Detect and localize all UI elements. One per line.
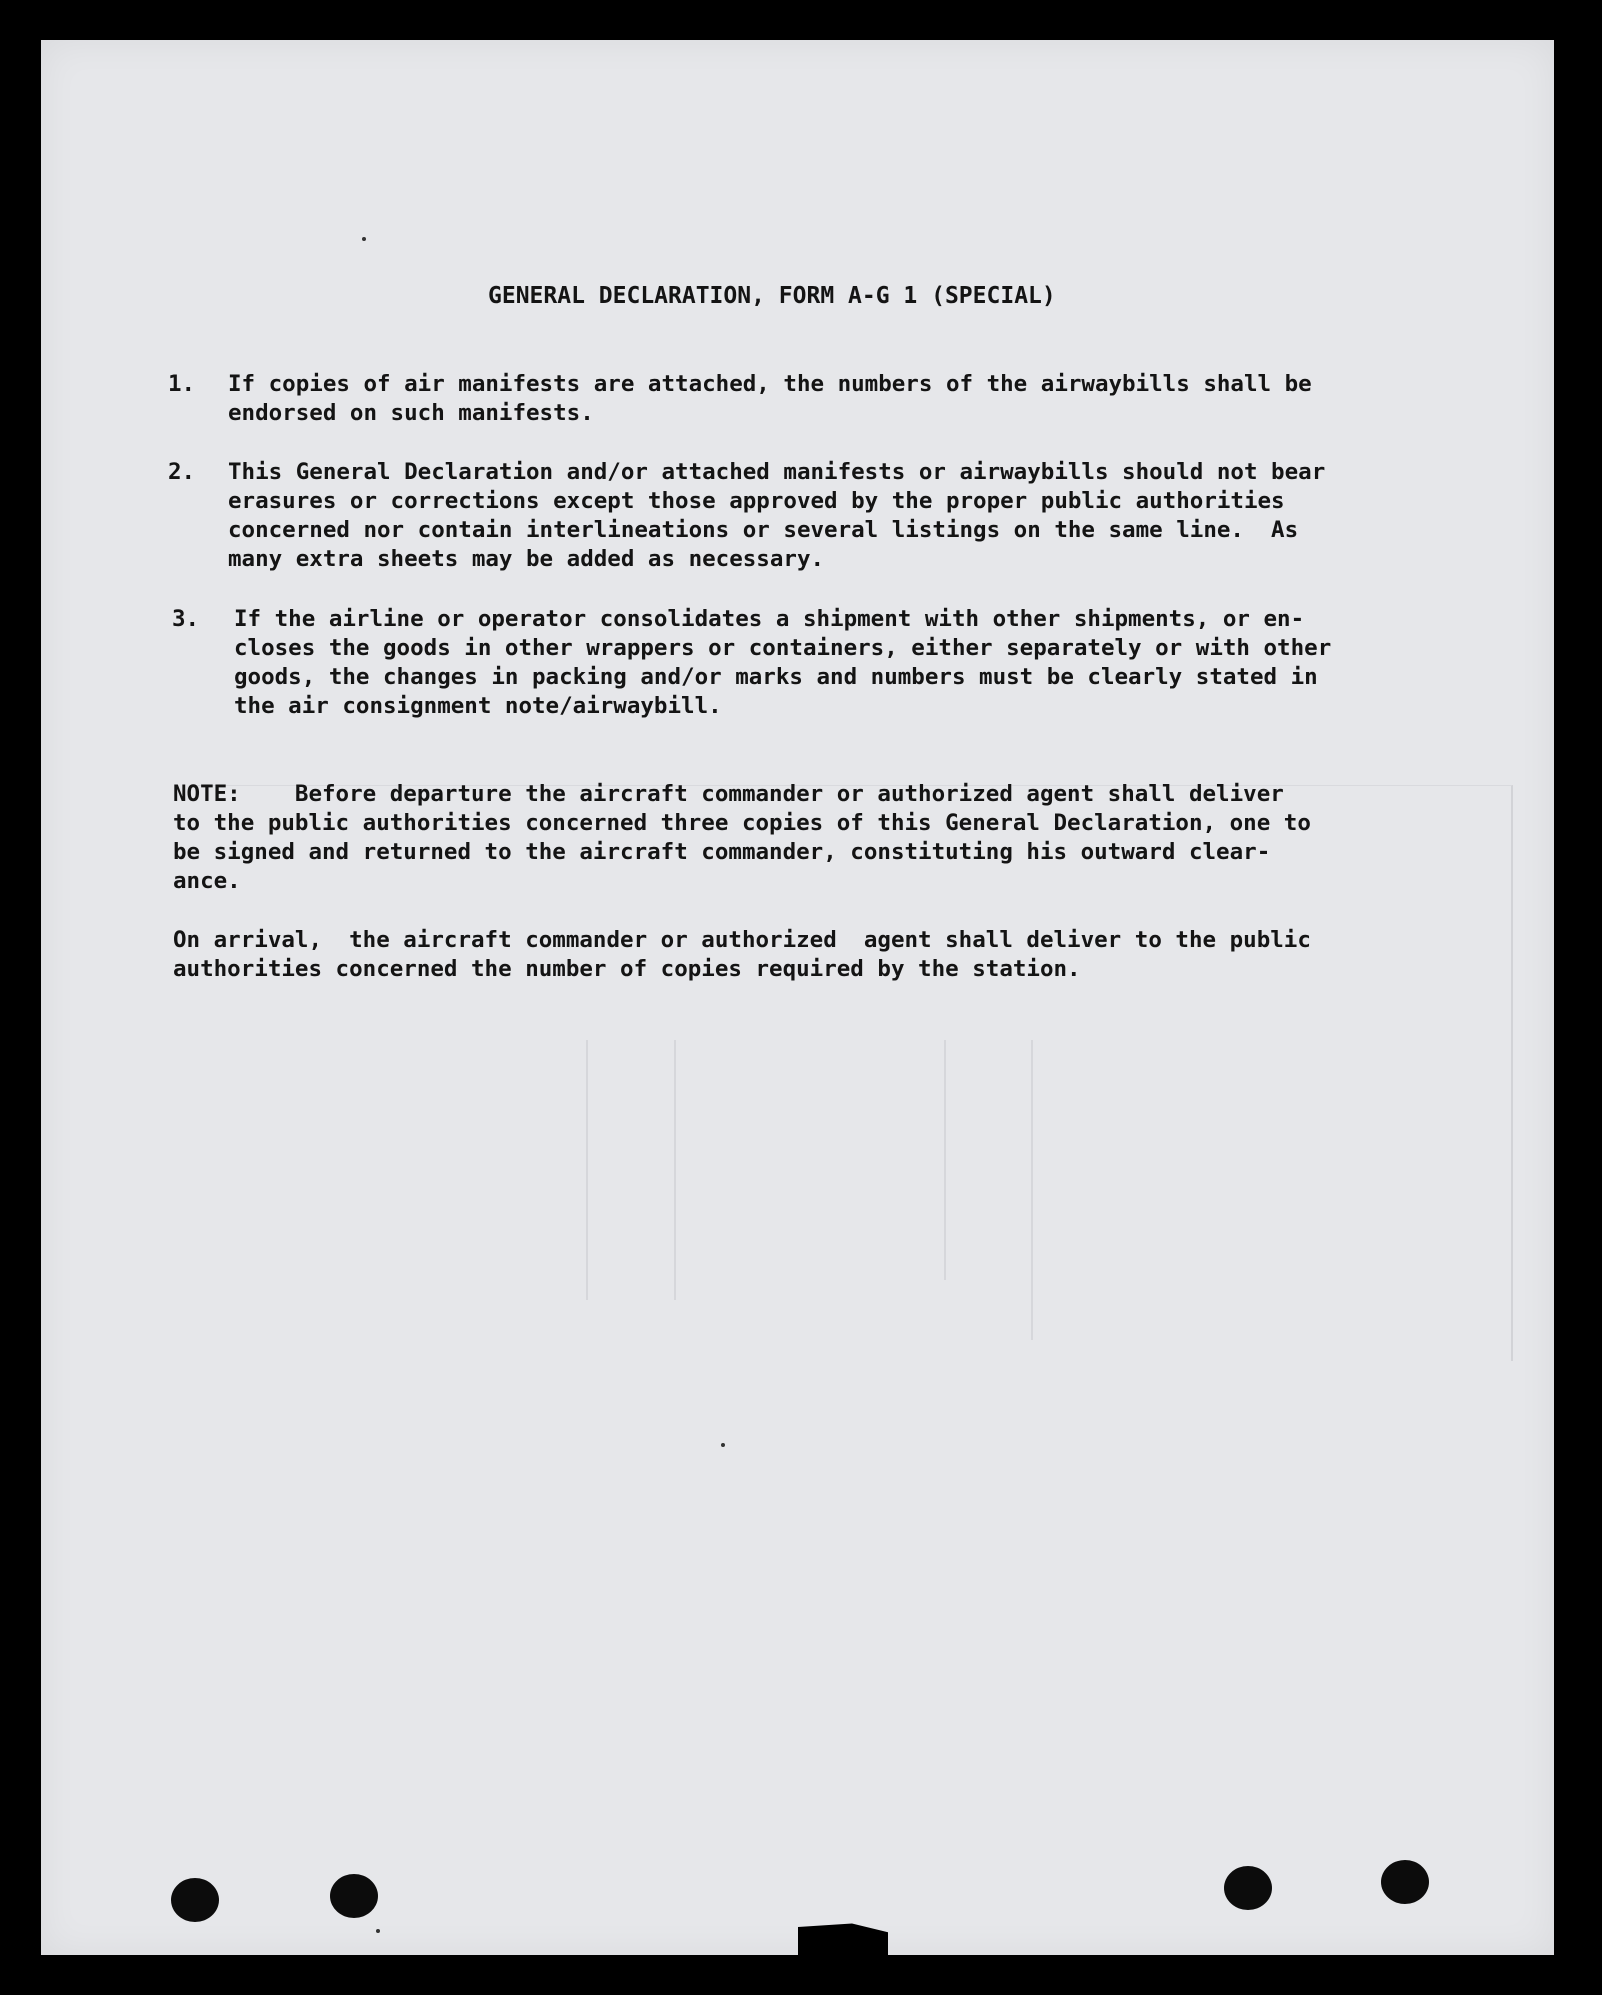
item-line: many extra sheets may be added as necessary. bbox=[228, 546, 825, 572]
item-line: closes the goods in other wrappers or containers, either separately or with other bbox=[234, 635, 1332, 661]
bleed-through-line bbox=[1031, 1040, 1033, 1340]
item-line: This General Declaration and/or attached manifests or airwaybills should not bear bbox=[228, 459, 1326, 485]
note-line: to the public authorities concerned three copies of this General Declaration, one to bbox=[173, 810, 1311, 836]
list-item bbox=[234, 605, 1434, 721]
note-paragraph bbox=[173, 780, 1373, 896]
arrival-line: authorities concerned the number of copies required by the station. bbox=[173, 956, 1081, 982]
item-line: erasures or corrections except those approved by the proper public authorities bbox=[228, 488, 1285, 514]
list-item bbox=[228, 458, 1428, 574]
item-number: 2. bbox=[168, 459, 196, 485]
item-line: If copies of air manifests are attached, the numbers of the airwaybills shall be bbox=[228, 371, 1312, 397]
item-line: goods, the changes in packing and/or marks and numbers must be clearly stated in bbox=[234, 664, 1318, 690]
punch-hole bbox=[1224, 1866, 1272, 1910]
arrival-paragraph bbox=[173, 926, 1373, 984]
punch-hole bbox=[330, 1874, 378, 1918]
bleed-through-line bbox=[586, 1040, 588, 1300]
punch-hole bbox=[171, 1878, 219, 1922]
note-line: NOTE: Before departure the aircraft commander or authorized agent shall deliver bbox=[173, 781, 1284, 807]
note-line: ance. bbox=[173, 868, 241, 894]
paper-sheet bbox=[41, 40, 1554, 1955]
item-line: If the airline or operator consolidates a shipment with other shipments, or en- bbox=[234, 606, 1305, 632]
bleed-through-line bbox=[674, 1040, 676, 1300]
item-line: concerned nor contain interlineations or several listings on the same line. As bbox=[228, 517, 1299, 543]
item-line: endorsed on such manifests. bbox=[228, 400, 594, 426]
note-line: be signed and returned to the aircraft commander, constituting his outward clear- bbox=[173, 839, 1271, 865]
dust-speck bbox=[721, 1443, 725, 1447]
item-line: the air consignment note/airwaybill. bbox=[234, 693, 722, 719]
dust-speck bbox=[362, 237, 366, 241]
dust-speck bbox=[376, 1929, 380, 1933]
item-number: 1. bbox=[168, 371, 196, 397]
item-number: 3. bbox=[172, 606, 200, 632]
punch-hole bbox=[1381, 1860, 1429, 1904]
document-title: GENERAL DECLARATION, FORM A-G 1 (SPECIAL) bbox=[488, 283, 1056, 309]
bleed-through-line bbox=[944, 1040, 946, 1280]
arrival-line: On arrival, the aircraft commander or authorized agent shall deliver to the public bbox=[173, 927, 1311, 953]
list-item bbox=[228, 370, 1428, 428]
